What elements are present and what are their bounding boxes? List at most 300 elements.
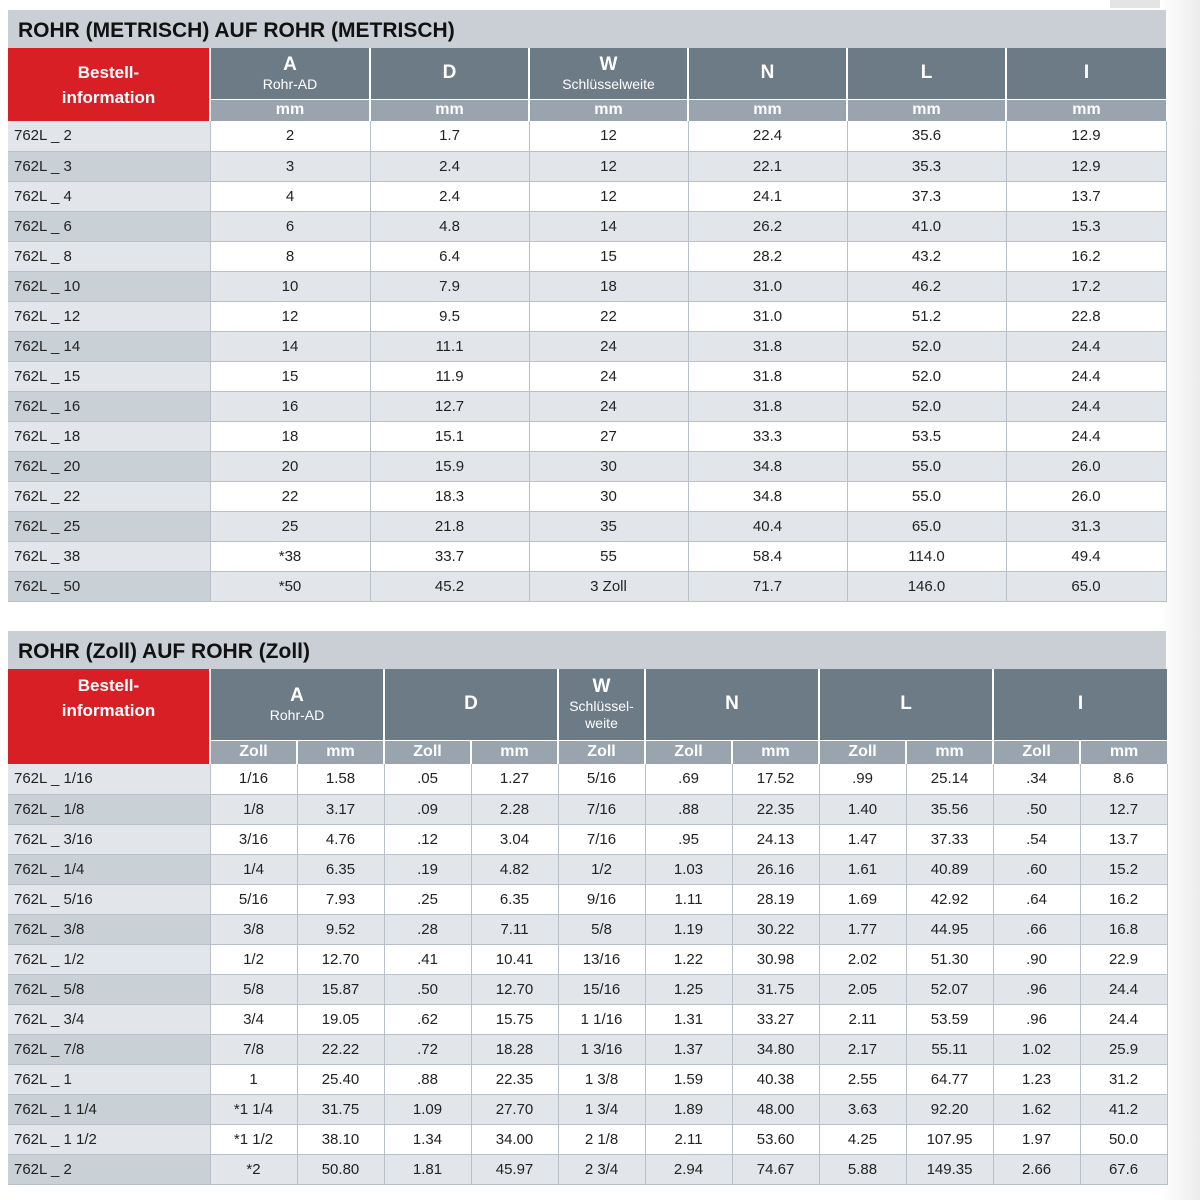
table-cell: 18.3 bbox=[370, 481, 529, 511]
table-cell: 1 3/8 bbox=[558, 1064, 645, 1094]
table-cell: 22.4 bbox=[688, 121, 847, 151]
table-cell: 27.70 bbox=[471, 1094, 558, 1124]
table-cell: 22.22 bbox=[297, 1034, 384, 1064]
table-cell: 3.63 bbox=[819, 1094, 906, 1124]
order-info-header: Bestell- information bbox=[8, 48, 210, 121]
unit-label: mm bbox=[529, 99, 688, 121]
table-cell: 24.1 bbox=[688, 181, 847, 211]
table-row bbox=[8, 884, 1167, 914]
table-cell: 22.35 bbox=[732, 794, 819, 824]
order-number-cell: 762L _ 15 bbox=[8, 361, 210, 391]
table-cell: 2.05 bbox=[819, 974, 906, 1004]
table-cell: 31.3 bbox=[1006, 511, 1166, 541]
table-cell: 19.05 bbox=[297, 1004, 384, 1034]
table-cell: 31.2 bbox=[1080, 1064, 1167, 1094]
table-row bbox=[8, 1124, 1167, 1154]
table-cell: 7/16 bbox=[558, 824, 645, 854]
table-cell: .62 bbox=[384, 1004, 471, 1034]
table-cell: 1.40 bbox=[819, 794, 906, 824]
table-row bbox=[8, 1154, 1167, 1184]
unit-label: mm bbox=[1006, 99, 1166, 121]
table-row bbox=[8, 1064, 1167, 1094]
table-row bbox=[8, 824, 1167, 854]
table-cell: 35.6 bbox=[847, 121, 1006, 151]
table-cell: 53.5 bbox=[847, 421, 1006, 451]
table-cell: 15.9 bbox=[370, 451, 529, 481]
table-cell: 52.0 bbox=[847, 331, 1006, 361]
table-cell: 16 bbox=[210, 391, 370, 421]
unit-label: mm bbox=[906, 740, 993, 764]
inch-table bbox=[8, 669, 1168, 1185]
table-cell: 1.62 bbox=[993, 1094, 1080, 1124]
table-cell: 58.4 bbox=[688, 541, 847, 571]
table-cell: 92.20 bbox=[906, 1094, 993, 1124]
table-cell: 1 3/4 bbox=[558, 1094, 645, 1124]
table-cell: 15/16 bbox=[558, 974, 645, 1004]
table-cell: 35 bbox=[529, 511, 688, 541]
table-cell: 31.75 bbox=[297, 1094, 384, 1124]
order-number-cell: 762L _ 1 bbox=[8, 1064, 210, 1094]
table-cell: 21.8 bbox=[370, 511, 529, 541]
table-cell: 149.35 bbox=[906, 1154, 993, 1184]
table-cell: 2.02 bbox=[819, 944, 906, 974]
order-number-cell: 762L _ 2 bbox=[8, 1154, 210, 1184]
table-cell: 3 bbox=[210, 151, 370, 181]
table-cell: .66 bbox=[993, 914, 1080, 944]
table-cell: 30 bbox=[529, 481, 688, 511]
table-cell: 6.35 bbox=[297, 854, 384, 884]
order-number-cell: 762L _ 1/16 bbox=[8, 764, 210, 794]
unit-label: mm bbox=[688, 99, 847, 121]
order-number-cell: 762L _ 10 bbox=[8, 271, 210, 301]
table-cell: 65.0 bbox=[847, 511, 1006, 541]
group-header-i: I bbox=[993, 669, 1167, 740]
table-cell: 7.9 bbox=[370, 271, 529, 301]
table-cell: 22 bbox=[210, 481, 370, 511]
table-cell: 114.0 bbox=[847, 541, 1006, 571]
group-header-l: L bbox=[819, 669, 993, 740]
table-cell: 2.66 bbox=[993, 1154, 1080, 1184]
table-cell: .96 bbox=[993, 1004, 1080, 1034]
table-cell: 74.67 bbox=[732, 1154, 819, 1184]
table-cell: 26.16 bbox=[732, 854, 819, 884]
table-cell: .09 bbox=[384, 794, 471, 824]
table-cell: 24.4 bbox=[1006, 421, 1166, 451]
table-cell: 1.77 bbox=[819, 914, 906, 944]
group-header-w: W Schlüssel- weite bbox=[558, 669, 645, 740]
table-cell: 27 bbox=[529, 421, 688, 451]
col-header-d: D bbox=[370, 48, 529, 99]
table-cell: 25.9 bbox=[1080, 1034, 1167, 1064]
table-row bbox=[8, 181, 1166, 211]
table-row bbox=[8, 421, 1166, 451]
table-cell: 40.38 bbox=[732, 1064, 819, 1094]
table-cell: 12.9 bbox=[1006, 151, 1166, 181]
table-cell: 7/16 bbox=[558, 794, 645, 824]
table-cell: 8 bbox=[210, 241, 370, 271]
table-cell: .34 bbox=[993, 764, 1080, 794]
table-cell: 67.6 bbox=[1080, 1154, 1167, 1184]
table-row bbox=[8, 974, 1167, 1004]
order-number-cell: 762L _ 1/4 bbox=[8, 854, 210, 884]
inch-title: ROHR (Zoll) AUF ROHR (Zoll) bbox=[8, 631, 1166, 669]
table-cell: 4.76 bbox=[297, 824, 384, 854]
order-info-header: Bestell- information bbox=[8, 669, 210, 764]
unit-label: mm bbox=[1080, 740, 1167, 764]
table-cell: 11.9 bbox=[370, 361, 529, 391]
table-cell: 6.4 bbox=[370, 241, 529, 271]
order-number-cell: 762L _ 5/16 bbox=[8, 884, 210, 914]
table-cell: 11.1 bbox=[370, 331, 529, 361]
table-cell: 4 bbox=[210, 181, 370, 211]
table-cell: 52.07 bbox=[906, 974, 993, 1004]
table-row bbox=[8, 451, 1166, 481]
table-cell: 28.19 bbox=[732, 884, 819, 914]
table-cell: 4.25 bbox=[819, 1124, 906, 1154]
table-row bbox=[8, 511, 1166, 541]
table-cell: 43.2 bbox=[847, 241, 1006, 271]
table-cell: 44.95 bbox=[906, 914, 993, 944]
table-cell: 1.02 bbox=[993, 1034, 1080, 1064]
table-cell: 25 bbox=[210, 511, 370, 541]
table-cell: 16.2 bbox=[1080, 884, 1167, 914]
table-cell: 1.89 bbox=[645, 1094, 732, 1124]
table-cell: 2 3/4 bbox=[558, 1154, 645, 1184]
col-header-i: I bbox=[1006, 48, 1166, 99]
table-cell: 12.7 bbox=[1080, 794, 1167, 824]
table-cell: 31.8 bbox=[688, 331, 847, 361]
table-cell: 1.23 bbox=[993, 1064, 1080, 1094]
order-number-cell: 762L _ 4 bbox=[8, 181, 210, 211]
table-cell: 28.2 bbox=[688, 241, 847, 271]
table-cell: 1.03 bbox=[645, 854, 732, 884]
table-row bbox=[8, 914, 1167, 944]
table-cell: *2 bbox=[210, 1154, 297, 1184]
table-cell: *1 1/4 bbox=[210, 1094, 297, 1124]
table-cell: 2.28 bbox=[471, 794, 558, 824]
table-row bbox=[8, 1094, 1167, 1124]
table-cell: 65.0 bbox=[1006, 571, 1166, 601]
table-cell: 64.77 bbox=[906, 1064, 993, 1094]
order-number-cell: 762L _ 14 bbox=[8, 331, 210, 361]
table-cell: 7/8 bbox=[210, 1034, 297, 1064]
table-cell: .88 bbox=[645, 794, 732, 824]
table-cell: .64 bbox=[993, 884, 1080, 914]
order-number-cell: 762L _ 16 bbox=[8, 391, 210, 421]
table-cell: *1 1/2 bbox=[210, 1124, 297, 1154]
unit-label: Zoll bbox=[558, 740, 645, 764]
table-cell: 52.0 bbox=[847, 361, 1006, 391]
table-cell: 41.0 bbox=[847, 211, 1006, 241]
table-cell: 30.98 bbox=[732, 944, 819, 974]
table-cell: 107.95 bbox=[906, 1124, 993, 1154]
table-cell: 1.69 bbox=[819, 884, 906, 914]
table-cell: 1.11 bbox=[645, 884, 732, 914]
table-cell: 52.0 bbox=[847, 391, 1006, 421]
group-header-d: D bbox=[384, 669, 558, 740]
table-cell: 22.35 bbox=[471, 1064, 558, 1094]
table-cell: 2.17 bbox=[819, 1034, 906, 1064]
table-cell: 30 bbox=[529, 451, 688, 481]
table-cell: 8.6 bbox=[1080, 764, 1167, 794]
table-row bbox=[8, 1004, 1167, 1034]
table-cell: 6 bbox=[210, 211, 370, 241]
table-cell: 31.75 bbox=[732, 974, 819, 1004]
table-cell: 38.10 bbox=[297, 1124, 384, 1154]
table-cell: 49.4 bbox=[1006, 541, 1166, 571]
table-cell: .05 bbox=[384, 764, 471, 794]
table-cell: .88 bbox=[384, 1064, 471, 1094]
table-cell: 2.94 bbox=[645, 1154, 732, 1184]
table-row bbox=[8, 571, 1166, 601]
table-cell: 1.97 bbox=[993, 1124, 1080, 1154]
table-cell: 14 bbox=[529, 211, 688, 241]
table-cell: 15.75 bbox=[471, 1004, 558, 1034]
table-cell: .50 bbox=[384, 974, 471, 1004]
table-row bbox=[8, 854, 1167, 884]
order-number-cell: 762L _ 20 bbox=[8, 451, 210, 481]
table-cell: 33.7 bbox=[370, 541, 529, 571]
table-cell: 5.88 bbox=[819, 1154, 906, 1184]
table-cell: 18 bbox=[210, 421, 370, 451]
table-cell: 24.4 bbox=[1006, 361, 1166, 391]
table-cell: 40.89 bbox=[906, 854, 993, 884]
col-header-l: L bbox=[847, 48, 1006, 99]
table-cell: 22.9 bbox=[1080, 944, 1167, 974]
table-cell: 3/16 bbox=[210, 824, 297, 854]
table-cell: 1.59 bbox=[645, 1064, 732, 1094]
table-cell: 1/8 bbox=[210, 794, 297, 824]
table-cell: 24 bbox=[529, 331, 688, 361]
table-cell: 25.40 bbox=[297, 1064, 384, 1094]
table-cell: 24 bbox=[529, 361, 688, 391]
order-number-cell: 762L _ 38 bbox=[8, 541, 210, 571]
table-row bbox=[8, 481, 1166, 511]
table-cell: 15 bbox=[529, 241, 688, 271]
table-cell: 40.4 bbox=[688, 511, 847, 541]
table-cell: 15.87 bbox=[297, 974, 384, 1004]
order-number-cell: 762L _ 8 bbox=[8, 241, 210, 271]
table-cell: 42.92 bbox=[906, 884, 993, 914]
table-row bbox=[8, 1034, 1167, 1064]
table-cell: .90 bbox=[993, 944, 1080, 974]
table-cell: 2.4 bbox=[370, 151, 529, 181]
table-cell: 15.2 bbox=[1080, 854, 1167, 884]
table-row bbox=[8, 151, 1166, 181]
table-cell: 24.4 bbox=[1006, 391, 1166, 421]
group-header-a: A Rohr-AD bbox=[210, 669, 384, 740]
table-cell: 12 bbox=[529, 121, 688, 151]
table-cell: 9.52 bbox=[297, 914, 384, 944]
table-cell: 51.2 bbox=[847, 301, 1006, 331]
unit-label: Zoll bbox=[819, 740, 906, 764]
table-cell: 10 bbox=[210, 271, 370, 301]
order-number-cell: 762L _ 3/4 bbox=[8, 1004, 210, 1034]
table-cell: 37.33 bbox=[906, 824, 993, 854]
table-cell: 22.1 bbox=[688, 151, 847, 181]
order-number-cell: 762L _ 7/8 bbox=[8, 1034, 210, 1064]
table-cell: 24.13 bbox=[732, 824, 819, 854]
order-number-cell: 762L _ 1 1/4 bbox=[8, 1094, 210, 1124]
table-cell: 55.0 bbox=[847, 481, 1006, 511]
unit-label: Zoll bbox=[993, 740, 1080, 764]
table-cell: 13.7 bbox=[1006, 181, 1166, 211]
table-cell: 33.3 bbox=[688, 421, 847, 451]
table-cell: 12 bbox=[529, 181, 688, 211]
table-cell: 1.31 bbox=[645, 1004, 732, 1034]
table-cell: 34.8 bbox=[688, 481, 847, 511]
table-cell: 1.34 bbox=[384, 1124, 471, 1154]
table-cell: .28 bbox=[384, 914, 471, 944]
table-cell: 50.0 bbox=[1080, 1124, 1167, 1154]
order-number-cell: 762L _ 6 bbox=[8, 211, 210, 241]
table-cell: 2 bbox=[210, 121, 370, 151]
order-number-cell: 762L _ 1/2 bbox=[8, 944, 210, 974]
table-cell: 51.30 bbox=[906, 944, 993, 974]
table-cell: 7.11 bbox=[471, 914, 558, 944]
order-number-cell: 762L _ 2 bbox=[8, 121, 210, 151]
order-number-cell: 762L _ 3/16 bbox=[8, 824, 210, 854]
table-cell: 12.70 bbox=[471, 974, 558, 1004]
table-cell: 1 1/16 bbox=[558, 1004, 645, 1034]
table-cell: .69 bbox=[645, 764, 732, 794]
table-cell: 1.58 bbox=[297, 764, 384, 794]
table-row bbox=[8, 271, 1166, 301]
table-row bbox=[8, 211, 1166, 241]
table-cell: 2 1/8 bbox=[558, 1124, 645, 1154]
table-cell: 1.37 bbox=[645, 1034, 732, 1064]
table-cell: 15 bbox=[210, 361, 370, 391]
table-cell: .25 bbox=[384, 884, 471, 914]
table-cell: 31.8 bbox=[688, 391, 847, 421]
inch-section bbox=[8, 631, 1166, 1185]
table-row bbox=[8, 794, 1167, 824]
table-cell: 31.0 bbox=[688, 301, 847, 331]
table-cell: *38 bbox=[210, 541, 370, 571]
table-cell: 13.7 bbox=[1080, 824, 1167, 854]
unit-label: mm bbox=[471, 740, 558, 764]
table-cell: 1.25 bbox=[645, 974, 732, 1004]
table-cell: 9.5 bbox=[370, 301, 529, 331]
table-cell: 1.09 bbox=[384, 1094, 471, 1124]
table-cell: .60 bbox=[993, 854, 1080, 884]
table-cell: 1/4 bbox=[210, 854, 297, 884]
table-cell: .50 bbox=[993, 794, 1080, 824]
table-cell: 26.0 bbox=[1006, 481, 1166, 511]
table-cell: .96 bbox=[993, 974, 1080, 1004]
table-cell: .12 bbox=[384, 824, 471, 854]
table-cell: 2.4 bbox=[370, 181, 529, 211]
order-number-cell: 762L _ 1 1/2 bbox=[8, 1124, 210, 1154]
table-cell: 12 bbox=[210, 301, 370, 331]
table-cell: 2.11 bbox=[819, 1004, 906, 1034]
table-cell: 1.61 bbox=[819, 854, 906, 884]
order-number-cell: 762L _ 5/8 bbox=[8, 974, 210, 1004]
table-cell: 55 bbox=[529, 541, 688, 571]
table-cell: 6.35 bbox=[471, 884, 558, 914]
metric-section bbox=[8, 10, 1166, 602]
table-cell: 1/16 bbox=[210, 764, 297, 794]
table-row bbox=[8, 944, 1167, 974]
order-number-cell: 762L _ 18 bbox=[8, 421, 210, 451]
table-cell: 15.3 bbox=[1006, 211, 1166, 241]
table-cell: 31.8 bbox=[688, 361, 847, 391]
table-row bbox=[8, 541, 1166, 571]
table-cell: 1.27 bbox=[471, 764, 558, 794]
table-cell: 31.0 bbox=[688, 271, 847, 301]
col-header-w: W Schlüsselweite bbox=[529, 48, 688, 99]
col-header-a: A Rohr-AD bbox=[210, 48, 370, 99]
table-cell: 3/8 bbox=[210, 914, 297, 944]
col-header-n: N bbox=[688, 48, 847, 99]
table-cell: 1.47 bbox=[819, 824, 906, 854]
table-row bbox=[8, 241, 1166, 271]
table-cell: 1.81 bbox=[384, 1154, 471, 1184]
table-cell: 16.2 bbox=[1006, 241, 1166, 271]
table-cell: .72 bbox=[384, 1034, 471, 1064]
table-cell: 14 bbox=[210, 331, 370, 361]
table-cell: .54 bbox=[993, 824, 1080, 854]
table-cell: 7.93 bbox=[297, 884, 384, 914]
table-cell: 20 bbox=[210, 451, 370, 481]
table-cell: 10.41 bbox=[471, 944, 558, 974]
table-cell: 18 bbox=[529, 271, 688, 301]
table-cell: 4.8 bbox=[370, 211, 529, 241]
order-number-cell: 762L _ 1/8 bbox=[8, 794, 210, 824]
table-cell: 53.60 bbox=[732, 1124, 819, 1154]
table-cell: 146.0 bbox=[847, 571, 1006, 601]
table-cell: 1/2 bbox=[558, 854, 645, 884]
table-cell: 24.4 bbox=[1080, 974, 1167, 1004]
table-cell: 17.52 bbox=[732, 764, 819, 794]
table-cell: 24.4 bbox=[1006, 331, 1166, 361]
table-cell: 1 bbox=[210, 1064, 297, 1094]
table-cell: 24 bbox=[529, 391, 688, 421]
table-cell: 22.8 bbox=[1006, 301, 1166, 331]
table-cell: 55.11 bbox=[906, 1034, 993, 1064]
table-cell: 48.00 bbox=[732, 1094, 819, 1124]
table-cell: 46.2 bbox=[847, 271, 1006, 301]
unit-label: Zoll bbox=[384, 740, 471, 764]
table-cell: 35.56 bbox=[906, 794, 993, 824]
table-cell: 26.2 bbox=[688, 211, 847, 241]
table-cell: 45.2 bbox=[370, 571, 529, 601]
unit-label: Zoll bbox=[210, 740, 297, 764]
order-number-cell: 762L _ 22 bbox=[8, 481, 210, 511]
table-cell: 1 3/16 bbox=[558, 1034, 645, 1064]
table-row bbox=[8, 764, 1167, 794]
table-cell: 9/16 bbox=[558, 884, 645, 914]
unit-label: mm bbox=[297, 740, 384, 764]
table-row bbox=[8, 391, 1166, 421]
table-cell: 34.80 bbox=[732, 1034, 819, 1064]
table-cell: 12.7 bbox=[370, 391, 529, 421]
table-cell: 71.7 bbox=[688, 571, 847, 601]
table-cell: 37.3 bbox=[847, 181, 1006, 211]
table-cell: 2.11 bbox=[645, 1124, 732, 1154]
table-cell: .19 bbox=[384, 854, 471, 884]
order-number-cell: 762L _ 25 bbox=[8, 511, 210, 541]
table-cell: 26.0 bbox=[1006, 451, 1166, 481]
table-row bbox=[8, 301, 1166, 331]
unit-label: mm bbox=[370, 99, 529, 121]
table-row bbox=[8, 361, 1166, 391]
table-cell: 30.22 bbox=[732, 914, 819, 944]
table-cell: .99 bbox=[819, 764, 906, 794]
unit-label: mm bbox=[210, 99, 370, 121]
table-cell: 4.82 bbox=[471, 854, 558, 884]
unit-label: mm bbox=[732, 740, 819, 764]
